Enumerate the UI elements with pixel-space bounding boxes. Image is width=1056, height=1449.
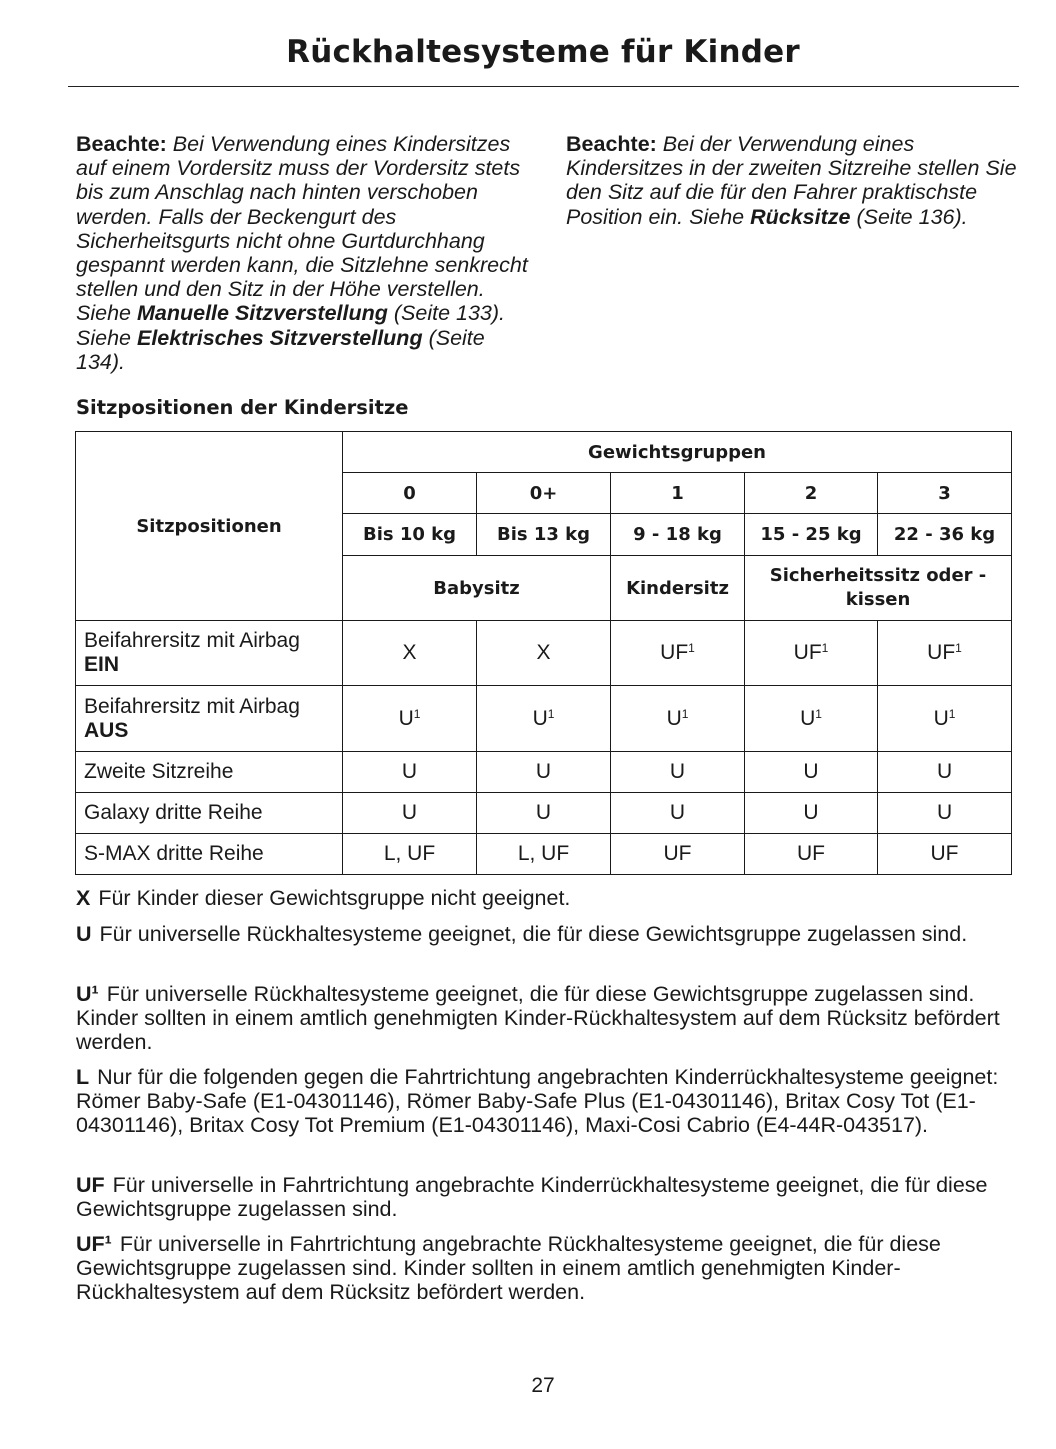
note-left-page-1: (Seite 133).: [393, 301, 506, 326]
table-row: [76, 686, 1012, 752]
legend-item: [76, 1232, 1021, 1305]
note-right-page: (Seite 136).: [856, 204, 968, 229]
cell: U: [343, 752, 477, 793]
page-title: Rückhaltesysteme für Kinder: [286, 34, 800, 70]
cell: [611, 621, 745, 686]
note-right-label: Beachte:: [566, 132, 657, 156]
title-divider: [68, 86, 1019, 87]
legend-text: Für universelle in Fahrtrichtung angebrachte Rückhaltesysteme geeignet, die für diese Gewichtsgruppe zugelassen sind. Kinder sollten in einem amtlich genehmigten Kinder-Rückhaltesystem auf dem Rücksitz befördert werden.: [76, 1232, 941, 1305]
cell: [745, 686, 878, 752]
child-seat-positions-table: [75, 431, 1012, 875]
cell: [745, 621, 878, 686]
cell: U: [745, 752, 878, 793]
weight-header: 22 - 36 kg: [878, 514, 1012, 556]
cell-value: U: [666, 706, 682, 730]
table-row: [76, 752, 1012, 793]
weight-header: Bis 13 kg: [477, 514, 611, 556]
note-right-text: Bei der Verwendung eines Kindersitzes in der zweiten Sitzreihe stellen Sie den Sitz auf die für den Fahrer praktischste Position ein.: [566, 132, 1017, 229]
note-left-page-2: (Seite 134).: [76, 325, 485, 374]
weight-groups-header: Gewichtsgruppen: [343, 432, 1012, 473]
cell-value: X: [536, 641, 551, 664]
cell: U: [745, 793, 878, 834]
legend-text: Nur für die folgenden gegen die Fahrtrichtung angebrachten Kinderrückhaltesysteme geeignet: Römer Baby-Safe (E1-04301146), Römer Baby-Safe Plus (E1-04301146), Britax Cosy Tot (E1-04301146), Britax Cosy Tot Premium (E1-04301146), Maxi-Cosi Cabrio (E4-44R-043517).: [76, 1065, 999, 1138]
note-left-text: Bei Verwendung eines Kindersitzes auf einem Vordersitz muss der Vordersitz stets bis zum Anschlag nach hinten verschoben werden. Falls der Beckengurt des Sicherheitsgurts nicht ohne Gurtdurchhang gespannt werden kann, die Sitzlehne senkrecht stellen und den Sitz in der Höhe verstellen.: [76, 132, 528, 302]
note-left-see-1: Siehe: [76, 301, 131, 326]
type-header: Kindersitz: [611, 556, 745, 621]
cell: [477, 621, 611, 686]
cell-footnote: 1: [948, 706, 956, 721]
cell-value: U: [532, 706, 548, 730]
cell-value: U: [933, 706, 949, 730]
cell: [878, 686, 1012, 752]
cell: [343, 686, 477, 752]
cell: U: [477, 793, 611, 834]
cell-footnote: 1: [955, 641, 962, 655]
type-header: Sicherheitssitz oder -kissen: [745, 556, 1012, 621]
cell-footnote: 1: [688, 641, 695, 655]
cell-footnote: 1: [413, 706, 421, 721]
weight-header: 15 - 25 kg: [745, 514, 878, 556]
cell: U: [878, 752, 1012, 793]
row-label: Galaxy dritte Reihe: [76, 793, 343, 834]
legend-item: [76, 922, 1021, 946]
note-right-see: Siehe: [689, 204, 745, 229]
row-label-bold: EIN: [84, 653, 120, 676]
cell: [611, 686, 745, 752]
cell-footnote: 1: [821, 641, 829, 655]
type-header: Babysitz: [343, 556, 611, 621]
table-heading: Sitzpositionen der Kindersitze: [76, 396, 409, 419]
cell: [343, 621, 477, 686]
cell: [477, 686, 611, 752]
weight-header: Bis 10 kg: [343, 514, 477, 556]
note-left: [76, 132, 536, 374]
cell: U: [611, 752, 745, 793]
group-header: 2: [745, 473, 878, 514]
cell-footnote: 1: [815, 706, 822, 721]
row-label-text: Beifahrersitz mit Airbag: [84, 629, 300, 652]
cell: U: [477, 752, 611, 793]
cell-value: UF: [660, 641, 689, 664]
note-right: [566, 132, 1026, 229]
legend-text: Für universelle Rückhaltesysteme geeignet, die für diese Gewichtsgruppe zugelassen sind. Kinder sollten in einem amtlich genehmigten Kinder-Rückhaltesystem auf dem Rücksitz befördert werden.: [76, 982, 1000, 1055]
legend-text: Für Kinder dieser Gewichtsgruppe nicht geeignet.: [98, 886, 571, 910]
legend-item: [76, 886, 1021, 910]
cell: UF: [878, 834, 1012, 875]
legend-key: UF¹: [76, 1232, 112, 1256]
row-label: S-MAX dritte Reihe: [76, 834, 343, 875]
row-label: Zweite Sitzreihe: [76, 752, 343, 793]
legend-text: Für universelle Rückhaltesysteme geeignet, die für diese Gewichtsgruppe zugelassen sind.: [99, 922, 968, 946]
row-label-bold: AUS: [84, 718, 129, 742]
cell-footnote: 1: [547, 706, 555, 721]
cell-value: UF: [793, 641, 822, 664]
positions-header: Sitzpositionen: [76, 432, 343, 621]
legend-key: X: [76, 886, 91, 910]
legend-key: UF: [76, 1173, 105, 1197]
group-header: 0+: [477, 473, 611, 514]
note-left-see-2: Siehe: [76, 325, 131, 350]
link-manuelle-sitzverstellung[interactable]: Manuelle Sitzverstellung: [136, 301, 388, 326]
legend-item: [76, 1173, 1021, 1221]
cell: L, UF: [343, 834, 477, 875]
table-row: [76, 834, 1012, 875]
note-left-label: Beachte:: [76, 132, 167, 156]
legend-key: L: [76, 1065, 90, 1089]
group-header: 3: [878, 473, 1012, 514]
table-row: [76, 793, 1012, 834]
cell-value: U: [398, 706, 414, 730]
cell: [878, 621, 1012, 686]
link-ruecksitze[interactable]: Rücksitze: [750, 204, 851, 229]
cell-value: U: [800, 706, 816, 730]
cell: UF: [611, 834, 745, 875]
cell-value: UF: [927, 641, 956, 664]
row-label: [76, 621, 343, 686]
row-label-text: Beifahrersitz mit Airbag: [84, 694, 300, 718]
cell: U: [878, 793, 1012, 834]
legend-text: Für universelle in Fahrtrichtung angebrachte Kinderrückhaltesysteme geeignet, die für diese Gewichtsgruppe zugelassen sind.: [76, 1173, 988, 1222]
group-header: 0: [343, 473, 477, 514]
page-number: 27: [531, 1374, 555, 1397]
cell: U: [343, 793, 477, 834]
weight-header: 9 - 18 kg: [611, 514, 745, 556]
cell: UF: [745, 834, 878, 875]
legend-key: U: [76, 922, 92, 946]
legend-item: [76, 982, 1021, 1055]
cell-value: X: [402, 641, 417, 664]
cell: L, UF: [477, 834, 611, 875]
link-elektrisches-sitzverstellung[interactable]: Elektrisches Sitzverstellung: [136, 325, 423, 350]
table-row: [76, 621, 1012, 686]
cell-footnote: 1: [681, 706, 689, 721]
legend-item: [76, 1065, 1021, 1138]
legend-key: U¹: [76, 982, 99, 1006]
group-header: 1: [611, 473, 745, 514]
row-label: [76, 686, 343, 752]
cell: U: [611, 793, 745, 834]
